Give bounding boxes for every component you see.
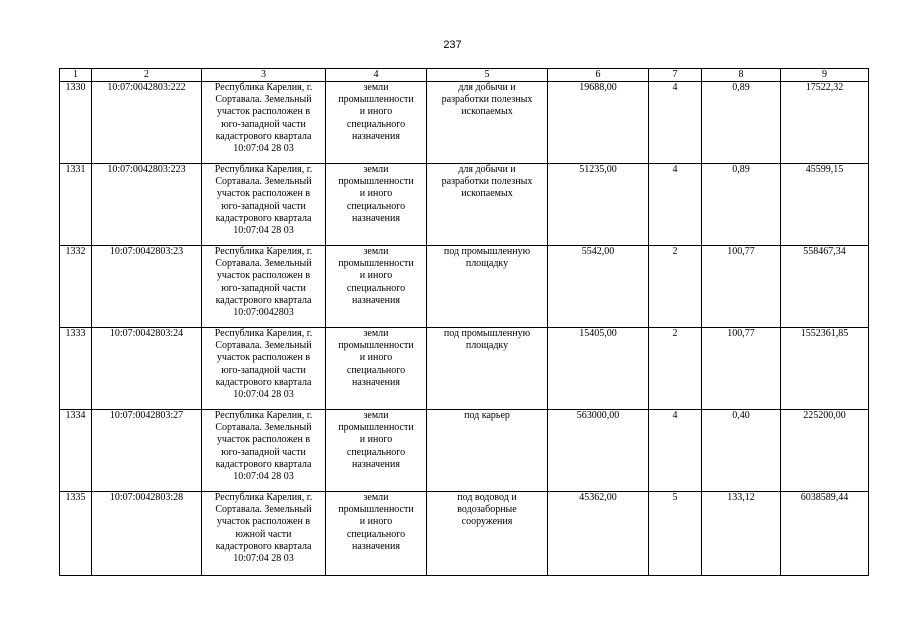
- table-row: [60, 328, 869, 410]
- location-description: Республика Карелия, г. Сортавала. Земельный участок расположен в юго-западной части кадастрового квартала 10:07:04 28 03: [202, 328, 326, 410]
- cadastral-number: 10:07:0042803:24: [92, 328, 202, 410]
- land-category: земли промышленности и иного специального назначения: [326, 492, 427, 576]
- location-description: Республика Карелия, г. Сортавала. Земельный участок расположен в юго-западной части кадастрового квартала 10:07:04 28 03: [202, 82, 326, 164]
- permitted-use: под промышленную площадку: [427, 328, 548, 410]
- permitted-use: под карьер: [427, 410, 548, 492]
- area-value: 5542,00: [548, 246, 649, 328]
- column-header: 3: [202, 69, 326, 82]
- group-number: 4: [649, 164, 702, 246]
- column-header: 8: [702, 69, 781, 82]
- area-value: 51235,00: [548, 164, 649, 246]
- table-row: [60, 164, 869, 246]
- cadastral-value: 6038589,44: [781, 492, 869, 576]
- rate-value: 100,77: [702, 328, 781, 410]
- location-description: Республика Карелия, г. Сортавала. Земельный участок расположен в южной части кадастрового квартала 10:07:04 28 03: [202, 492, 326, 576]
- row-number: 1333: [60, 328, 92, 410]
- cadastral-value: 17522,32: [781, 82, 869, 164]
- land-category: земли промышленности и иного специального назначения: [326, 164, 427, 246]
- land-registry-table: [59, 68, 869, 576]
- cadastral-number: 10:07:0042803:27: [92, 410, 202, 492]
- area-value: 19688,00: [548, 82, 649, 164]
- permitted-use: под водовод и водозаборные сооружения: [427, 492, 548, 576]
- permitted-use: для добычи и разработки полезных ископаемых: [427, 164, 548, 246]
- column-header: 1: [60, 69, 92, 82]
- row-number: 1335: [60, 492, 92, 576]
- table-header-row: [60, 69, 869, 82]
- cadastral-number: 10:07:0042803:222: [92, 82, 202, 164]
- column-header: 4: [326, 69, 427, 82]
- table-row: [60, 82, 869, 164]
- table-row: [60, 246, 869, 328]
- area-value: 15405,00: [548, 328, 649, 410]
- group-number: 5: [649, 492, 702, 576]
- location-description: Республика Карелия, г. Сортавала. Земельный участок расположен в юго-западной части кадастрового квартала 10:07:04 28 03: [202, 164, 326, 246]
- row-number: 1332: [60, 246, 92, 328]
- cadastral-value: 225200,00: [781, 410, 869, 492]
- area-value: 563000,00: [548, 410, 649, 492]
- column-header: 6: [548, 69, 649, 82]
- group-number: 2: [649, 246, 702, 328]
- group-number: 2: [649, 328, 702, 410]
- row-number: 1334: [60, 410, 92, 492]
- group-number: 4: [649, 410, 702, 492]
- rate-value: 0,40: [702, 410, 781, 492]
- cadastral-value: 558467,34: [781, 246, 869, 328]
- column-header: 9: [781, 69, 869, 82]
- land-category: земли промышленности и иного специального назначения: [326, 328, 427, 410]
- column-header: 2: [92, 69, 202, 82]
- cadastral-number: 10:07:0042803:223: [92, 164, 202, 246]
- land-category: земли промышленности и иного специального назначения: [326, 82, 427, 164]
- cadastral-number: 10:07:0042803:23: [92, 246, 202, 328]
- rate-value: 100,77: [702, 246, 781, 328]
- area-value: 45362,00: [548, 492, 649, 576]
- page-number: 237: [443, 39, 462, 51]
- cadastral-number: 10:07:0042803:28: [92, 492, 202, 576]
- table-row: [60, 492, 869, 576]
- cadastral-value: 1552361,85: [781, 328, 869, 410]
- column-header: 7: [649, 69, 702, 82]
- row-number: 1331: [60, 164, 92, 246]
- rate-value: 0,89: [702, 164, 781, 246]
- land-category: земли промышленности и иного специального назначения: [326, 410, 427, 492]
- rate-value: 133,12: [702, 492, 781, 576]
- rate-value: 0,89: [702, 82, 781, 164]
- cadastral-value: 45599,15: [781, 164, 869, 246]
- location-description: Республика Карелия, г. Сортавала. Земельный участок расположен в юго-западной части кадастрового квартала 10:07:0042803: [202, 246, 326, 328]
- row-number: 1330: [60, 82, 92, 164]
- land-category: земли промышленности и иного специального назначения: [326, 246, 427, 328]
- group-number: 4: [649, 82, 702, 164]
- permitted-use: для добычи и разработки полезных ископаемых: [427, 82, 548, 164]
- column-header: 5: [427, 69, 548, 82]
- permitted-use: под промышленную площадку: [427, 246, 548, 328]
- location-description: Республика Карелия, г. Сортавала. Земельный участок расположен в юго-западной части кадастрового квартала 10:07:04 28 03: [202, 410, 326, 492]
- table-row: [60, 410, 869, 492]
